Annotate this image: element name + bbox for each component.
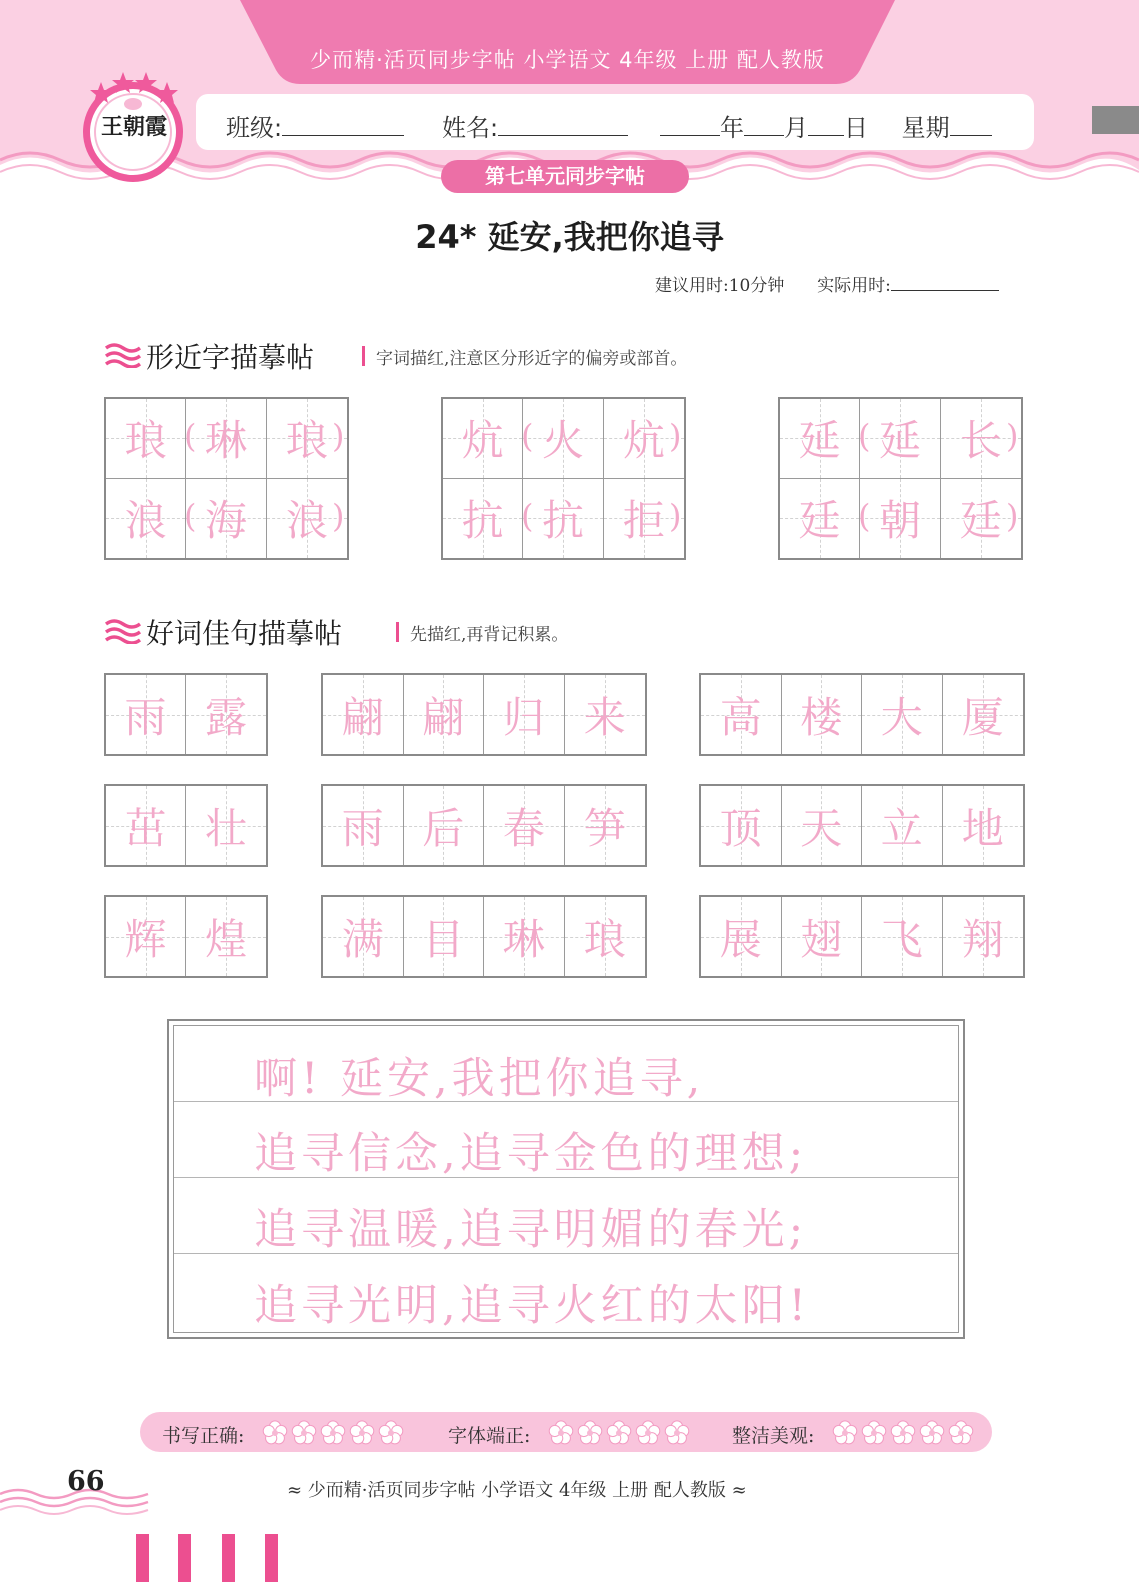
tracing-cell[interactable] <box>943 675 1024 754</box>
rating-flower-icon[interactable] <box>664 1420 690 1446</box>
rating-flower-icon[interactable] <box>861 1420 887 1446</box>
trace-char: 翩 <box>422 692 465 742</box>
lesson-title: 24* 延安,我把你追寻 <box>415 218 724 256</box>
trace-char: 琅 <box>583 914 626 964</box>
open-paren: ( <box>184 497 197 535</box>
footer-stripe <box>222 1534 235 1582</box>
close-paren: ) <box>332 497 345 535</box>
word-grid <box>699 784 1025 867</box>
day-label: 日 <box>844 114 868 142</box>
trace-char: 来 <box>583 692 626 742</box>
trace-char: 立 <box>880 803 923 853</box>
rating-flower-icon[interactable] <box>291 1420 317 1446</box>
tracing-cell[interactable] <box>186 675 266 754</box>
trace-char: 火 <box>541 416 584 466</box>
poem-line-3: 追寻温暖,追寻明媚的春光; <box>254 1205 808 1255</box>
open-paren: ( <box>858 497 871 535</box>
tracing-cell[interactable] <box>484 675 565 754</box>
tracing-cell[interactable] <box>782 897 863 976</box>
trace-char: 大 <box>880 692 923 742</box>
day-blank[interactable] <box>808 114 844 136</box>
trace-char: 抗 <box>541 496 584 546</box>
tracing-cell[interactable] <box>782 786 863 865</box>
suggested-time: 建议用时:10分钟 <box>655 276 785 296</box>
tracing-cell[interactable] <box>106 897 186 976</box>
trace-char: 辉 <box>124 914 167 964</box>
rating-flower-icon[interactable] <box>349 1420 375 1446</box>
tracing-cell[interactable] <box>943 897 1024 976</box>
tracing-cell[interactable] <box>565 897 646 976</box>
class-field[interactable] <box>226 108 404 143</box>
rating-flower-icon[interactable] <box>948 1420 974 1446</box>
trace-char: 顶 <box>719 803 762 853</box>
trace-char: 天 <box>800 803 843 853</box>
tracing-cell[interactable] <box>862 786 943 865</box>
tracing-cell[interactable] <box>323 897 404 976</box>
year-blank[interactable] <box>660 114 720 136</box>
unit-label: 第七单元同步字帖 <box>441 160 689 193</box>
word-grid <box>699 895 1025 978</box>
tracing-cell[interactable] <box>186 897 266 976</box>
tracing-cell[interactable] <box>106 675 186 754</box>
rating-flower-icon[interactable] <box>320 1420 346 1446</box>
wave-icon <box>104 342 142 368</box>
trace-char: 春 <box>502 803 545 853</box>
date-field[interactable] <box>660 108 992 143</box>
rating-flower-icon[interactable] <box>890 1420 916 1446</box>
close-paren: ) <box>669 497 682 535</box>
trace-char: 目 <box>422 914 465 964</box>
page-edge-tab <box>1092 106 1139 134</box>
name-field[interactable] <box>442 108 628 143</box>
trace-char: 厦 <box>961 692 1004 742</box>
actual-time-blank[interactable] <box>891 273 999 291</box>
trace-char: 飞 <box>880 914 923 964</box>
name-label: 姓名: <box>442 114 499 142</box>
tracing-cell[interactable] <box>323 675 404 754</box>
tracing-cell[interactable] <box>186 786 266 865</box>
word-grid <box>104 673 268 756</box>
trace-char: 地 <box>961 803 1004 853</box>
tracing-cell[interactable] <box>484 897 565 976</box>
footer-stripe <box>265 1534 278 1582</box>
eval-neat-label: 字体端正: <box>448 1425 531 1447</box>
tracing-cell[interactable] <box>701 897 782 976</box>
rating-flower-icon[interactable] <box>548 1420 574 1446</box>
year-label: 年 <box>720 114 744 142</box>
rating-flower-icon[interactable] <box>635 1420 661 1446</box>
similar-char-grid <box>441 397 686 560</box>
poem-line-2: 追寻信念,追寻金色的理想; <box>254 1129 808 1179</box>
footer-stripe <box>178 1534 191 1582</box>
section-title: 好词佳句描摹帖 <box>146 617 343 650</box>
tracing-cell[interactable] <box>106 399 186 479</box>
close-paren: ) <box>1006 417 1019 455</box>
month-blank[interactable] <box>744 114 784 136</box>
rating-flower-icon[interactable] <box>832 1420 858 1446</box>
tracing-cell[interactable] <box>523 479 603 559</box>
tracing-cell[interactable] <box>860 479 940 559</box>
logo-text: 王朝霞 <box>100 114 167 140</box>
tracing-cell[interactable] <box>186 399 266 479</box>
tracing-cell[interactable] <box>860 399 940 479</box>
trace-char: 煌 <box>204 914 247 964</box>
close-paren: ) <box>669 417 682 455</box>
tracing-cell[interactable] <box>565 786 646 865</box>
tracing-cell[interactable] <box>404 897 485 976</box>
page-number: 66 <box>67 1466 105 1497</box>
series-title: 少而精·活页同步字帖 小学语文 4年级 上册 配人教版 <box>310 48 825 72</box>
word-grid <box>104 895 268 978</box>
trace-char: 延 <box>878 416 921 466</box>
time-row <box>655 271 999 296</box>
weekday-label: 星期 <box>901 114 950 142</box>
trace-char: 茁 <box>124 803 167 853</box>
trace-char: 浪 <box>124 496 167 546</box>
word-grid <box>321 895 647 978</box>
name-blank[interactable] <box>498 114 628 136</box>
tracing-cell[interactable] <box>780 399 860 479</box>
word-grid <box>104 784 268 867</box>
tracing-cell[interactable] <box>404 786 485 865</box>
open-paren: ( <box>521 497 534 535</box>
tracing-cell[interactable] <box>565 675 646 754</box>
tracing-cell[interactable] <box>443 479 523 559</box>
trace-char: 琳 <box>502 914 545 964</box>
trace-char: 笋 <box>583 803 626 853</box>
trace-char: 楼 <box>800 692 843 742</box>
tracing-cell[interactable] <box>862 675 943 754</box>
section-note: 先描红,再背记积累。 <box>410 625 569 645</box>
trace-char: 满 <box>341 914 384 964</box>
word-grid <box>699 673 1025 756</box>
weekday-blank[interactable] <box>950 114 992 136</box>
trace-char: 延 <box>798 416 841 466</box>
eval-correct-label: 书写正确: <box>162 1425 245 1447</box>
wave-icon <box>104 618 142 644</box>
trace-char: 壮 <box>204 803 247 853</box>
trace-char: 长 <box>959 416 1002 466</box>
tracing-cell[interactable] <box>404 675 485 754</box>
trace-char: 后 <box>422 803 465 853</box>
trace-char: 琅 <box>285 416 328 466</box>
trace-char: 琅 <box>124 416 167 466</box>
tracing-cell[interactable] <box>943 786 1024 865</box>
rating-flower-icon[interactable] <box>606 1420 632 1446</box>
tracing-cell[interactable] <box>443 399 523 479</box>
trace-char: 高 <box>719 692 762 742</box>
section-title: 形近字描摹帖 <box>146 341 315 374</box>
footer-stripe <box>136 1534 149 1582</box>
similar-char-grid <box>778 397 1023 560</box>
rating-flower-icon[interactable] <box>378 1420 404 1446</box>
eval-clean-label: 整洁美观: <box>732 1425 815 1447</box>
similar-char-grid <box>104 397 349 560</box>
tracing-cell[interactable] <box>106 479 186 559</box>
trace-char: 炕 <box>461 416 504 466</box>
tracing-cell[interactable] <box>186 479 266 559</box>
poem-line-4: 追寻光明,追寻火红的太阳! <box>254 1281 810 1331</box>
actual-time-label: 实际用时: <box>817 276 891 296</box>
tracing-cell[interactable] <box>484 786 565 865</box>
trace-char: 翩 <box>341 692 384 742</box>
section-divider <box>362 346 365 366</box>
word-grid <box>321 784 647 867</box>
rating-flower-icon[interactable] <box>577 1420 603 1446</box>
rating-flower-icon[interactable] <box>262 1420 288 1446</box>
tracing-cell[interactable] <box>862 897 943 976</box>
trace-char: 翅 <box>800 914 843 964</box>
trace-char: 拒 <box>622 496 665 546</box>
month-label: 月 <box>784 114 808 142</box>
tracing-cell[interactable] <box>782 675 863 754</box>
trace-char: 琳 <box>204 416 247 466</box>
tracing-cell[interactable] <box>780 479 860 559</box>
trace-char: 海 <box>204 496 247 546</box>
trace-char: 浪 <box>285 496 328 546</box>
tracing-cell[interactable] <box>701 675 782 754</box>
rating-flower-icon[interactable] <box>919 1420 945 1446</box>
trace-char: 雨 <box>124 692 167 742</box>
poem-line-1: 啊! 延安,我把你追寻, <box>254 1054 705 1104</box>
trace-char: 归 <box>502 692 545 742</box>
open-paren: ( <box>184 417 197 455</box>
tracing-cell[interactable] <box>523 399 603 479</box>
footer-title: ≈ 少而精·活页同步字帖 小学语文 4年级 上册 配人教版 ≈ <box>287 1480 747 1501</box>
open-paren: ( <box>858 417 871 455</box>
close-paren: ) <box>1006 497 1019 535</box>
open-paren: ( <box>521 417 534 455</box>
tracing-cell[interactable] <box>701 786 782 865</box>
class-label: 班级: <box>226 114 283 142</box>
word-grid <box>321 673 647 756</box>
class-blank[interactable] <box>282 114 404 136</box>
tracing-cell[interactable] <box>323 786 404 865</box>
trace-char: 抗 <box>461 496 504 546</box>
trace-char: 翔 <box>961 914 1004 964</box>
trace-char: 露 <box>204 692 247 742</box>
trace-char: 展 <box>719 914 762 964</box>
trace-char: 炕 <box>622 416 665 466</box>
trace-char: 廷 <box>798 496 841 546</box>
trace-char: 雨 <box>341 803 384 853</box>
trace-char: 朝 <box>878 496 921 546</box>
section-note: 字词描红,注意区分形近字的偏旁或部首。 <box>376 349 688 369</box>
section-divider <box>396 622 399 642</box>
close-paren: ) <box>332 417 345 455</box>
tracing-cell[interactable] <box>106 786 186 865</box>
trace-char: 廷 <box>959 496 1002 546</box>
